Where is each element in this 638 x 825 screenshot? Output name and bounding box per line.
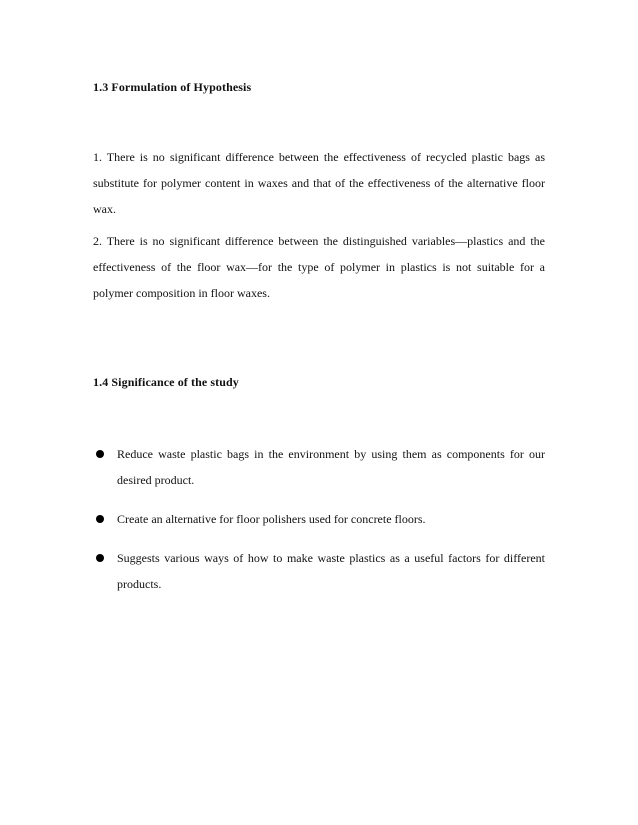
hypothesis-paragraph-1: 1. There is no significant difference between the effectiveness of recycled plastic bags as substitute for polymer content in waxes and that of the effectiveness of the alternative floor wax. (93, 150, 545, 216)
bullet-dot-icon (96, 450, 104, 458)
bullet-text-1: Reduce waste plastic bags in the environment by using them as components for our desired product. (117, 447, 545, 487)
hypothesis-paragraph-2: 2. There is no significant difference between the distinguished variables—plastics and the effectiveness of the floor wax—for the type of polymer in plastics is not suitable for a polymer composition in floor waxes. (93, 234, 545, 300)
bullet-item-2 (93, 506, 545, 532)
bullet-text-2: Create an alternative for floor polishers used for concrete floors. (117, 512, 426, 526)
bullet-dot-icon (96, 515, 104, 523)
significance-bullet-list (93, 441, 545, 610)
bullet-text-3: Suggests various ways of how to make waste plastics as a useful factors for different products. (117, 551, 545, 591)
significance-heading: 1.4 Significance of the study (93, 375, 239, 389)
bullet-item-1 (93, 441, 545, 493)
bullet-dot-icon (96, 554, 104, 562)
bullet-item-3 (93, 545, 545, 597)
hypothesis-heading: 1.3 Formulation of Hypothesis (93, 80, 252, 94)
